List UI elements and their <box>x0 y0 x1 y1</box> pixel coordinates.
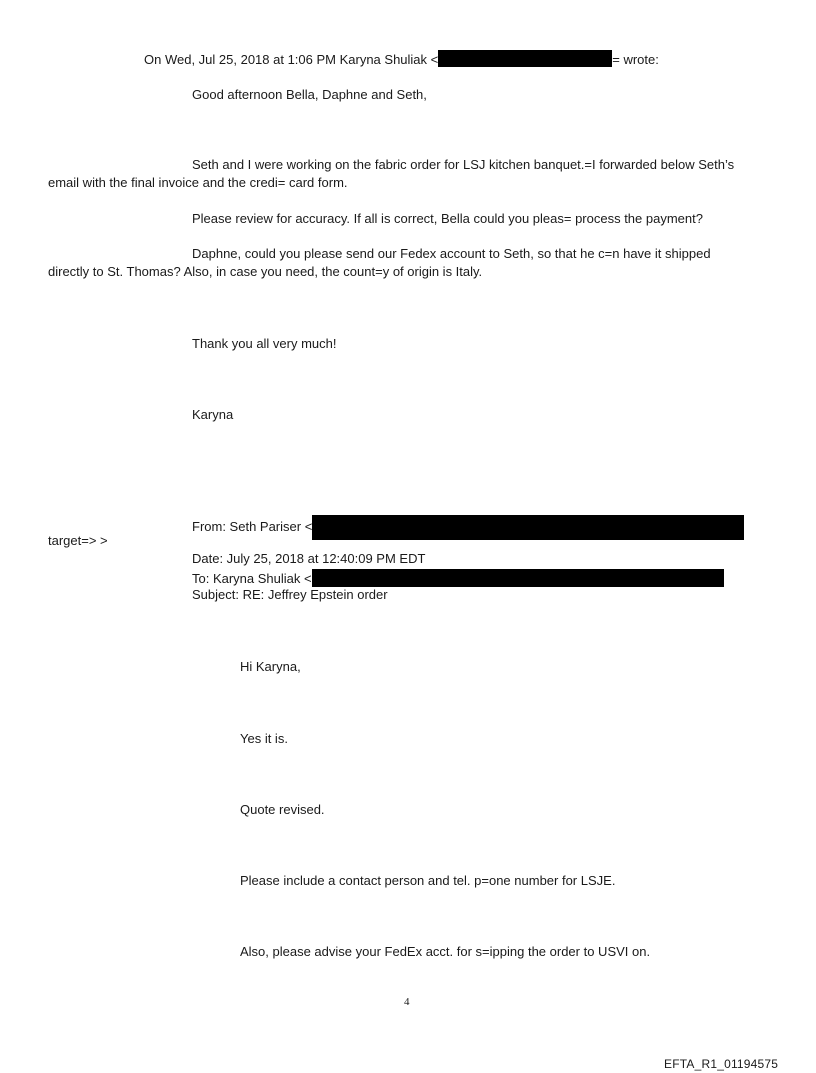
paragraph-1-line-1: Seth and I were working on the fabric order for LSJ kitchen banquet.=I forwarded below Seth’s <box>192 157 735 172</box>
thanks-line: Thank you all very much! <box>192 336 337 351</box>
paragraph-3-line-1: Daphne, could you please send our Fedex account to Seth, so that he c=n have it shipped <box>192 246 711 261</box>
greeting: Good afternoon Bella, Daphne and Seth, <box>192 87 427 102</box>
redaction-bar <box>312 569 724 587</box>
reply-greeting: Hi Karyna, <box>240 659 301 674</box>
forwarded-target: target=> > <box>48 533 108 548</box>
reply-line-2: Quote revised. <box>240 802 325 817</box>
reply-line-3: Please include a contact person and tel. p=one number for LSJE. <box>240 873 616 888</box>
document-id: EFTA_R1_01194575 <box>664 1057 779 1071</box>
reply-header <box>144 50 659 68</box>
forwarded-subject: Subject: RE: Jeffrey Epstein order <box>192 587 388 602</box>
redaction-bar <box>438 50 612 67</box>
paragraph-1-line-2: email with the final invoice and the credi= card form. <box>48 175 348 190</box>
paragraph-2: Please review for accuracy. If all is correct, Bella could you pleas= process the payment? <box>192 211 703 226</box>
redaction-bar <box>312 515 744 540</box>
forwarded-to <box>192 569 724 587</box>
page-number: 4 <box>404 996 410 1008</box>
reply-line-1: Yes it is. <box>240 731 288 746</box>
forwarded-to-label: To: Karyna Shuliak < <box>192 571 312 586</box>
forwarded-from <box>192 515 744 540</box>
paragraph-3-line-2: directly to St. Thomas? Also, in case you need, the count=y of origin is Italy. <box>48 264 483 279</box>
forwarded-date: Date: July 25, 2018 at 12:40:09 PM EDT <box>192 551 426 566</box>
reply-header-suffix: = wrote: <box>612 52 659 67</box>
forwarded-from-label: From: Seth Pariser < <box>192 519 313 534</box>
signature: Karyna <box>192 407 234 422</box>
reply-header-prefix: On Wed, Jul 25, 2018 at 1:06 PM Karyna Shuliak < <box>144 52 439 67</box>
reply-line-4: Also, please advise your FedEx acct. for s=ipping the order to USVI on. <box>240 944 651 959</box>
